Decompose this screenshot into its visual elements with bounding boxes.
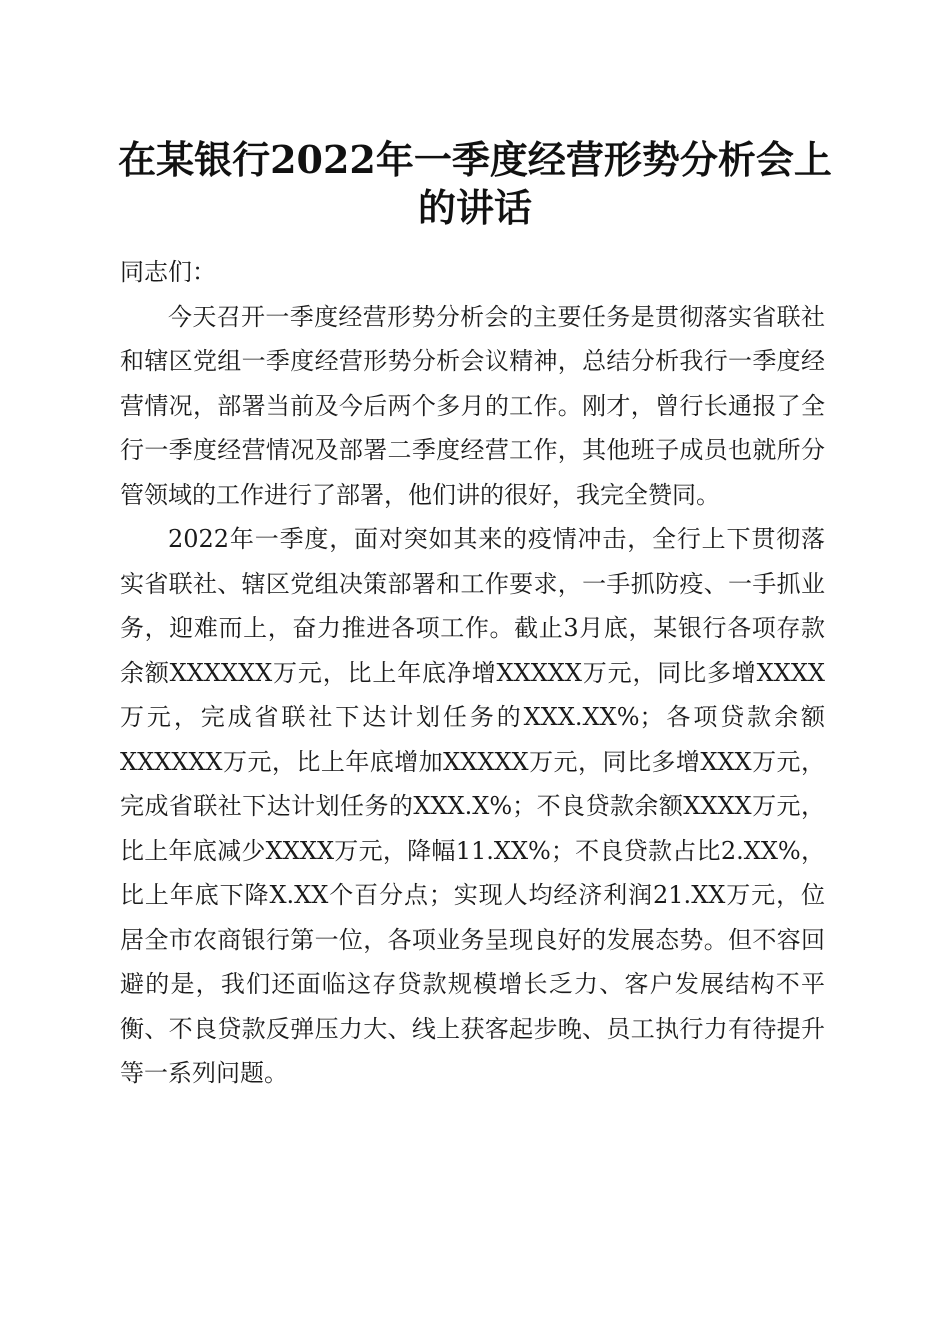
paragraph-2: 2022年一季度，面对突如其来的疫情冲击，全行上下贯彻落实省联社、辖区党组决策部署和工作要求，一手抓防疫、一手抓业务，迎难而上，奋力推进各项工作。截止3月底，某银行各项存款余额XXXXXX万元，比上年底净增XXXXX万元，同比多增XXXX万元，完成省联社下达计划任务的XXX.XX%；各项贷款余额XXXXXX万元，比上年底增加XXXXX万元，同比多增XXX万元，完成省联社下达计划任务的XXX.X%；不良贷款余额XXXX万元，比上年底减少XXXX万元，降幅11.XX%；不良贷款占比2.XX%，比上年底下降X.XX个百分点；实现人均经济利润21.XX万元，位居全市农商银行第一位，各项业务呈现良好的发展态势。但不容回避的是，我们还面临这存贷款规模增长乏力、客户发展结构不平衡、不良贷款反弹压力大、线上获客起步晚、员工执行力有待提升等一系列问题。 bbox=[120, 525, 825, 1087]
document-body bbox=[120, 250, 825, 1096]
paragraph-1: 今天召开一季度经营形势分析会的主要任务是贯彻落实省联社和辖区党组一季度经营形势分析会议精神，总结分析我行一季度经营情况，部署当前及今后两个多月的工作。刚才，曾行长通报了全行一季度经营情况及部署二季度经营工作，其他班子成员也就所分管领域的工作进行了部署，他们讲的很好，我完全赞同。 bbox=[120, 302, 825, 509]
document-title: 在某银行2022年一季度经营形势分析会上的讲话 bbox=[118, 137, 832, 230]
salutation: 同志们： bbox=[120, 258, 216, 286]
